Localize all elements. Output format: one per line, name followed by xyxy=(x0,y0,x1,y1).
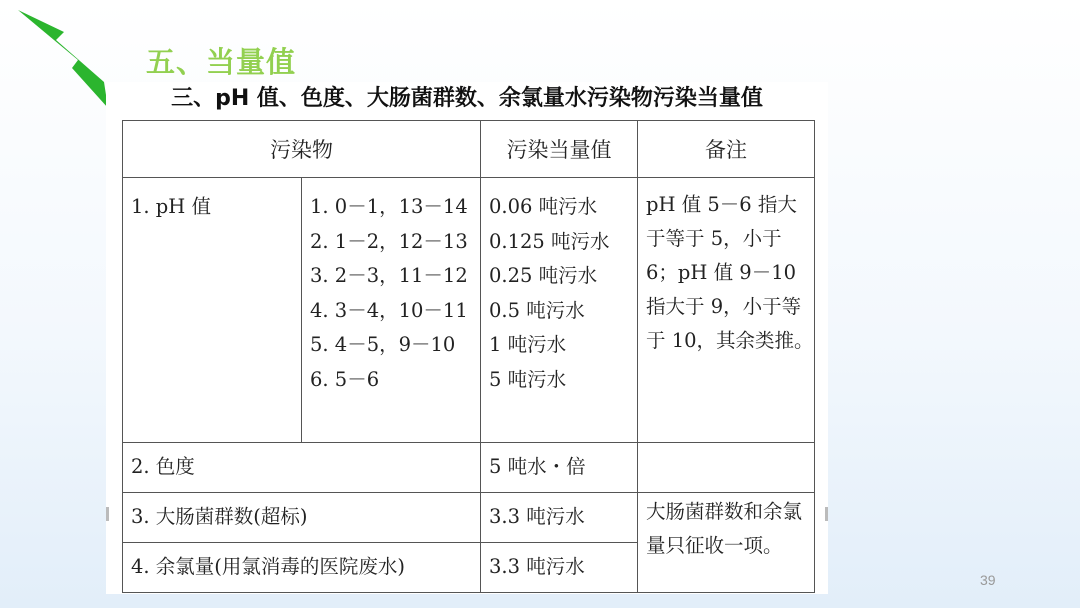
ph-note: pH 值 5－6 指大于等于 5，小于 6；pH 值 9－10 指大于 9，小于等于 10，其余类推。 xyxy=(646,193,814,352)
coliform-label-cell xyxy=(123,493,481,543)
table-row-coliform xyxy=(123,493,815,543)
color-note-cell xyxy=(638,443,815,493)
ph-value-item: 0.06 吨污水 xyxy=(489,195,598,218)
table-row-ph xyxy=(123,178,815,443)
ph-value-item: 0.5 吨污水 xyxy=(489,298,585,322)
pollutant-equivalent-table xyxy=(122,120,815,593)
coliform-value: 3.3 吨污水 xyxy=(489,505,585,529)
lightning-bolt-icon xyxy=(14,6,110,110)
ph-label-cell xyxy=(123,178,302,443)
slide-edge-mark xyxy=(825,507,828,521)
ph-value-item: 5 吨污水 xyxy=(489,367,567,391)
ph-range-item: 6. 5－6 xyxy=(310,367,380,391)
slide-edge-mark xyxy=(106,507,109,521)
table-row-color xyxy=(123,443,815,493)
table-header-row xyxy=(123,121,815,178)
color-value: 5 吨水・倍 xyxy=(489,455,586,479)
ph-range-item: 1. 0－1，13－14 xyxy=(310,195,468,218)
coliform-value-cell xyxy=(481,493,638,543)
color-label-cell xyxy=(123,443,481,493)
color-value-cell xyxy=(481,443,638,493)
chlorine-label: 4. 余氯量(用氯消毒的医院废水) xyxy=(131,555,406,579)
coliform-chlorine-note-cell xyxy=(638,493,815,593)
table-caption: 三、pH 值、色度、大肠菌群数、余氯量水污染物污染当量值 xyxy=(171,86,763,111)
chlorine-value: 3.3 吨污水 xyxy=(489,555,585,579)
ph-range-item: 2. 1－2，12－13 xyxy=(310,229,468,253)
header-equivalent-value: 污染当量值 xyxy=(481,121,638,178)
ph-values-cell xyxy=(481,178,638,443)
coliform-label: 3. 大肠菌群数(超标) xyxy=(131,505,308,529)
ph-values-list xyxy=(481,178,637,397)
ph-label: 1. pH 值 xyxy=(131,195,211,218)
header-remarks: 备注 xyxy=(638,121,815,178)
page-number: 39 xyxy=(980,572,996,588)
chlorine-value-cell xyxy=(481,543,638,593)
slide-title: 五、当量值 xyxy=(146,45,297,79)
coliform-chlorine-note: 大肠菌群数和余氯量只征收一项。 xyxy=(646,500,803,557)
ph-ranges-cell xyxy=(302,178,481,443)
color-label: 2. 色度 xyxy=(131,455,195,479)
ph-range-item: 3. 2－3，11－12 xyxy=(310,264,468,287)
ph-value-item: 0.125 吨污水 xyxy=(489,229,610,253)
ph-range-item: 5. 4－5，9－10 xyxy=(310,333,456,356)
ph-note-cell xyxy=(638,178,815,443)
ph-range-item: 4. 3－4，10－11 xyxy=(310,298,468,322)
header-pollutant: 污染物 xyxy=(123,121,481,178)
chlorine-label-cell xyxy=(123,543,481,593)
ph-value-item: 1 吨污水 xyxy=(489,333,567,356)
ph-value-item: 0.25 吨污水 xyxy=(489,264,598,287)
table-image xyxy=(106,82,828,594)
ph-ranges-list xyxy=(302,178,480,397)
